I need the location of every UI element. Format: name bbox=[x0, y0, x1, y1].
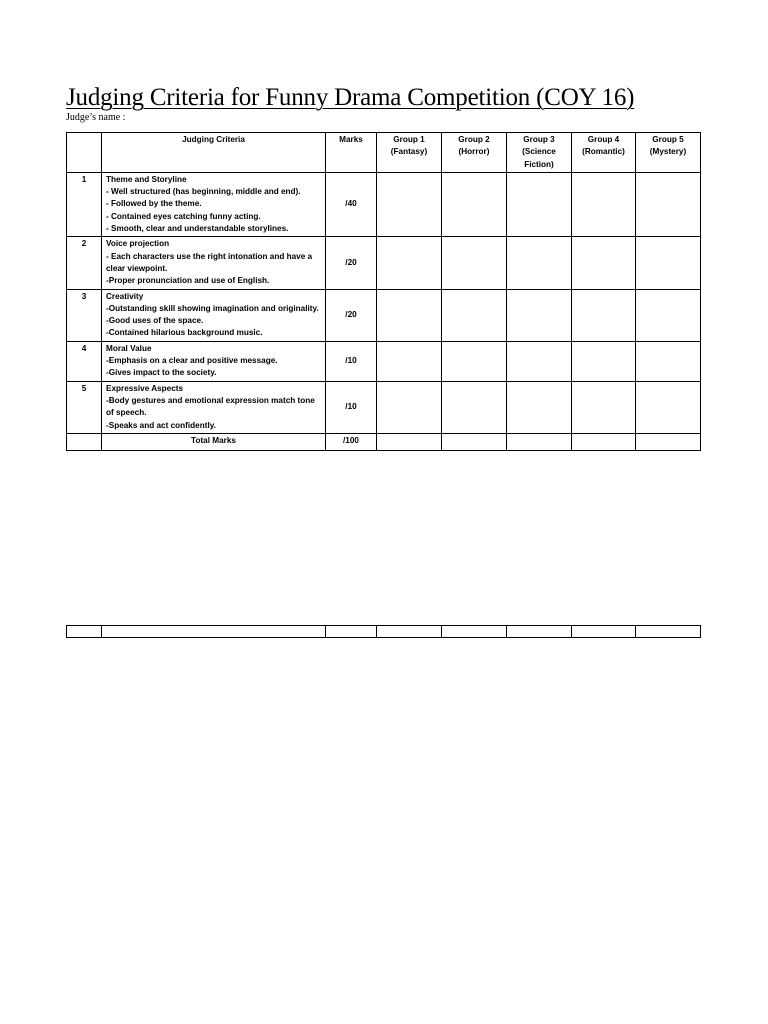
header-group-5: Group 5 (Mystery) bbox=[636, 133, 701, 173]
score-cell-group-2[interactable] bbox=[442, 381, 507, 433]
score-cell-group-5[interactable] bbox=[636, 341, 701, 381]
criteria-row bbox=[67, 341, 701, 381]
marks-cell: /40 bbox=[326, 172, 377, 236]
score-cell-group-2[interactable] bbox=[442, 172, 507, 236]
blank-cell bbox=[377, 626, 442, 638]
marks-cell: /10 bbox=[326, 341, 377, 381]
total-cell-group-4[interactable] bbox=[572, 433, 636, 450]
score-cell-group-4[interactable] bbox=[572, 381, 636, 433]
total-cell-group-3[interactable] bbox=[507, 433, 572, 450]
blank-cell bbox=[326, 626, 377, 638]
row-number: 3 bbox=[67, 289, 102, 341]
blank-cell bbox=[442, 626, 507, 638]
score-cell-group-1[interactable] bbox=[377, 381, 442, 433]
header-group-1: Group 1 (Fantasy) bbox=[377, 133, 442, 173]
score-cell-group-3[interactable] bbox=[507, 381, 572, 433]
header-marks: Marks bbox=[326, 133, 377, 173]
score-cell-group-4[interactable] bbox=[572, 172, 636, 236]
criteria-row bbox=[67, 172, 701, 236]
criteria-cell: Moral Value -Emphasis on a clear and positive message. -Gives impact to the society. bbox=[102, 341, 326, 381]
total-number-cell bbox=[67, 433, 102, 450]
score-cell-group-4[interactable] bbox=[572, 237, 636, 289]
total-marks: /100 bbox=[326, 433, 377, 450]
header-group-2: Group 2 (Horror) bbox=[442, 133, 507, 173]
score-cell-group-3[interactable] bbox=[507, 172, 572, 236]
header-group-4: Group 4 (Romantic) bbox=[572, 133, 636, 173]
row-number: 4 bbox=[67, 341, 102, 381]
criteria-row bbox=[67, 237, 701, 289]
criteria-row bbox=[67, 381, 701, 433]
criteria-heading: Voice projection bbox=[106, 239, 170, 249]
blank-table-row bbox=[66, 625, 701, 638]
row-number: 1 bbox=[67, 172, 102, 236]
score-cell-group-3[interactable] bbox=[507, 237, 572, 289]
criteria-heading: Creativity bbox=[106, 291, 144, 301]
total-label: Total Marks bbox=[102, 433, 326, 450]
score-cell-group-1[interactable] bbox=[377, 289, 442, 341]
total-cell-group-2[interactable] bbox=[442, 433, 507, 450]
header-row bbox=[67, 133, 701, 173]
criteria-heading: Theme and Storyline bbox=[106, 174, 187, 184]
score-cell-group-5[interactable] bbox=[636, 289, 701, 341]
blank-cell bbox=[67, 626, 102, 638]
score-cell-group-2[interactable] bbox=[442, 341, 507, 381]
total-cell-group-1[interactable] bbox=[377, 433, 442, 450]
header-number bbox=[67, 133, 102, 173]
criteria-cell: Theme and Storyline - Well structured (has beginning, middle and end). - Followed by the theme. - Contained eyes catching funny acting. - Smooth, clear and understandable storylines. bbox=[102, 172, 326, 236]
blank-cell bbox=[572, 626, 636, 638]
page-title: Judging Criteria for Funny Drama Competition (COY 16) bbox=[66, 84, 635, 111]
row-number: 5 bbox=[67, 381, 102, 433]
score-cell-group-2[interactable] bbox=[442, 289, 507, 341]
score-cell-group-3[interactable] bbox=[507, 341, 572, 381]
criteria-heading: Expressive Aspects bbox=[106, 383, 184, 393]
marks-cell: /20 bbox=[326, 237, 377, 289]
score-cell-group-5[interactable] bbox=[636, 237, 701, 289]
row-number: 2 bbox=[67, 237, 102, 289]
score-cell-group-2[interactable] bbox=[442, 237, 507, 289]
criteria-row bbox=[67, 289, 701, 341]
score-cell-group-4[interactable] bbox=[572, 341, 636, 381]
total-cell-group-5[interactable] bbox=[636, 433, 701, 450]
criteria-heading: Moral Value bbox=[106, 343, 152, 353]
blank-cell bbox=[507, 626, 572, 638]
score-cell-group-3[interactable] bbox=[507, 289, 572, 341]
score-cell-group-1[interactable] bbox=[377, 172, 442, 236]
total-row bbox=[67, 433, 701, 450]
score-cell-group-1[interactable] bbox=[377, 341, 442, 381]
judge-name-label: Judge’s name : bbox=[66, 112, 126, 123]
score-cell-group-5[interactable] bbox=[636, 381, 701, 433]
criteria-cell: Creativity -Outstanding skill showing imagination and originality. -Good uses of the space. -Contained hilarious background music. bbox=[102, 289, 326, 341]
marks-cell: /20 bbox=[326, 289, 377, 341]
blank-cell bbox=[102, 626, 326, 638]
header-group-3: Group 3 (Science Fiction) bbox=[507, 133, 572, 173]
blank-cell bbox=[636, 626, 701, 638]
criteria-cell: Voice projection - Each characters use the right intonation and have a clear viewpoint. -Proper pronunciation and use of English. bbox=[102, 237, 326, 289]
score-cell-group-5[interactable] bbox=[636, 172, 701, 236]
score-cell-group-4[interactable] bbox=[572, 289, 636, 341]
criteria-cell: Expressive Aspects -Body gestures and emotional expression match tone of speech. -Speaks and act confidently. bbox=[102, 381, 326, 433]
criteria-table bbox=[66, 132, 701, 451]
score-cell-group-1[interactable] bbox=[377, 237, 442, 289]
blank-row bbox=[67, 626, 701, 638]
marks-cell: /10 bbox=[326, 381, 377, 433]
header-criteria: Judging Criteria bbox=[102, 133, 326, 173]
